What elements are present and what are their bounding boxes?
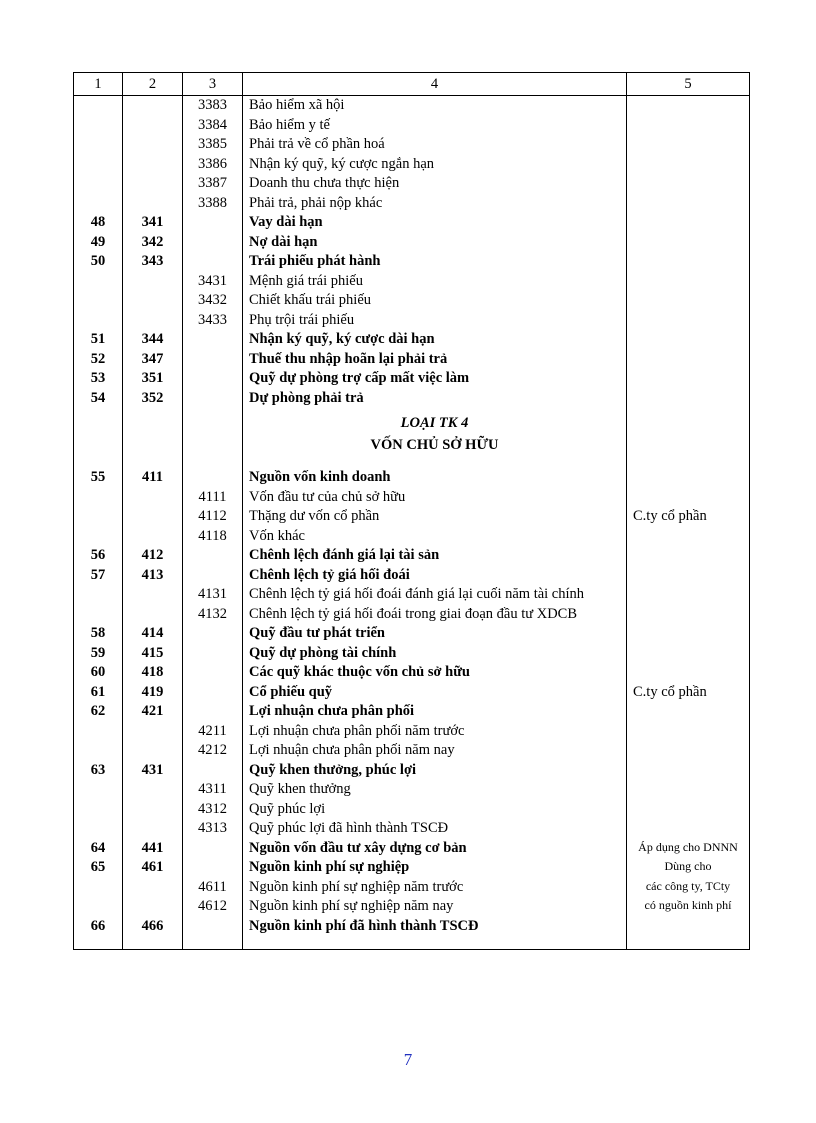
account-name-cell: Chênh lệch đánh giá lại tài sản [243,546,627,566]
row-number-cell: 50 [74,252,123,272]
note-cell [627,605,750,625]
section-row [74,408,750,468]
account-code-cell [123,311,183,331]
sub-account-cell [183,233,243,253]
sub-account-cell [183,350,243,370]
account-table [73,72,750,950]
row-number-cell [74,174,123,194]
table-row [74,878,750,898]
header-col-3: 3 [183,73,243,96]
sub-account-cell: 4132 [183,605,243,625]
table-row [74,566,750,586]
row-number-cell: 58 [74,624,123,644]
sub-account-cell: 3386 [183,155,243,175]
account-name-cell: Lợi nhuận chưa phân phối [243,702,627,722]
account-code-cell [123,722,183,742]
sub-account-cell: 4612 [183,897,243,917]
table-row [74,741,750,761]
account-code-cell [123,819,183,839]
table-row [74,897,750,917]
account-name-cell: Quỹ phúc lợi đã hình thành TSCĐ [243,819,627,839]
account-code-cell [123,507,183,527]
table-row [74,194,750,214]
account-code-cell [123,878,183,898]
row-number-cell [74,311,123,331]
table-row [74,135,750,155]
account-code-cell [123,605,183,625]
account-code-cell [123,96,183,116]
row-number-cell: 60 [74,663,123,683]
account-code-cell [123,116,183,136]
account-name-cell: Bảo hiểm y tế [243,116,627,136]
table-row [74,488,750,508]
account-name-cell: Quỹ khen thưởng [243,780,627,800]
row-number-cell [74,96,123,116]
note-cell: C.ty cổ phần [627,507,750,527]
table-row [74,213,750,233]
note-cell: có nguồn kinh phí [627,897,750,917]
empty-cell [627,408,750,468]
account-code-cell [123,174,183,194]
account-name-cell: Nguồn kinh phí sự nghiệp năm trước [243,878,627,898]
row-number-cell: 63 [74,761,123,781]
row-number-cell: 65 [74,858,123,878]
account-name-cell: Lợi nhuận chưa phân phối năm trước [243,722,627,742]
sub-account-cell: 3384 [183,116,243,136]
account-code-cell [123,585,183,605]
table-row [74,624,750,644]
account-code-cell [123,741,183,761]
account-code-cell [123,272,183,292]
account-code-cell: 431 [123,761,183,781]
table-row [74,155,750,175]
row-number-cell: 61 [74,683,123,703]
table-row [74,174,750,194]
account-code-cell: 418 [123,663,183,683]
account-name-cell: Quỹ đầu tư phát triển [243,624,627,644]
sub-account-cell [183,566,243,586]
sub-account-cell [183,546,243,566]
account-code-cell: 344 [123,330,183,350]
note-cell [627,468,750,488]
row-number-cell [74,194,123,214]
row-number-cell [74,897,123,917]
note-cell [627,527,750,547]
sub-account-cell [183,213,243,233]
note-cell [627,761,750,781]
account-name-cell: Dự phòng phải trả [243,389,627,409]
account-code-cell: 415 [123,644,183,664]
table-row [74,605,750,625]
note-cell [627,194,750,214]
empty-cell [74,408,123,468]
sub-account-cell: 4118 [183,527,243,547]
table-row [74,96,750,116]
sub-account-cell [183,858,243,878]
note-cell [627,233,750,253]
account-name-cell: Chiết khấu trái phiếu [243,291,627,311]
table-row [74,800,750,820]
sub-account-cell [183,663,243,683]
account-code-cell [123,135,183,155]
account-code-cell: 341 [123,213,183,233]
sub-account-cell: 3383 [183,96,243,116]
account-code-cell [123,800,183,820]
account-name-cell: Mệnh giá trái phiếu [243,272,627,292]
account-name-cell: Thặng dư vốn cổ phần [243,507,627,527]
account-code-cell: 419 [123,683,183,703]
row-number-cell [74,800,123,820]
account-name-cell: Quỹ khen thưởng, phúc lợi [243,761,627,781]
sub-account-cell: 4313 [183,819,243,839]
sub-account-cell: 4312 [183,800,243,820]
table-row [74,683,750,703]
account-name-cell: Chênh lệch tỷ giá hối đoái trong giai đoạn đầu tư XDCB [243,605,627,625]
sub-account-cell [183,683,243,703]
sub-account-cell: 4111 [183,488,243,508]
note-cell [627,213,750,233]
sub-account-cell: 3387 [183,174,243,194]
account-code-cell: 347 [123,350,183,370]
table-row [74,507,750,527]
note-cell [627,780,750,800]
note-cell [627,624,750,644]
sub-account-cell [183,644,243,664]
row-number-cell [74,507,123,527]
empty-cell [123,408,183,468]
row-number-cell: 64 [74,839,123,859]
account-name-cell: Chênh lệch tỷ giá hối đoái đánh giá lại cuối năm tài chính [243,585,627,605]
account-name-cell: Nhận ký quỹ, ký cược ngắn hạn [243,155,627,175]
note-cell [627,311,750,331]
table-row [74,330,750,350]
account-code-cell: 411 [123,468,183,488]
note-cell [627,566,750,586]
account-name-cell: Quỹ phúc lợi [243,800,627,820]
table-body [74,96,750,950]
row-number-cell: 53 [74,369,123,389]
note-cell [627,702,750,722]
account-code-cell: 342 [123,233,183,253]
note-cell [627,116,750,136]
section-title: LOẠI TK 4 [400,415,469,431]
account-code-cell [123,488,183,508]
table-row [74,311,750,331]
account-name-cell: Doanh thu chưa thực hiện [243,174,627,194]
note-cell: C.ty cổ phần [627,683,750,703]
note-cell [627,585,750,605]
sub-account-cell: 4131 [183,585,243,605]
table-row [74,350,750,370]
table-row [74,644,750,664]
note-cell: Dùng cho [627,858,750,878]
account-name-cell: Bảo hiểm xã hội [243,96,627,116]
row-number-cell: 51 [74,330,123,350]
account-name-cell: Nguồn vốn đầu tư xây dựng cơ bản [243,839,627,859]
table-row [74,369,750,389]
row-number-cell [74,291,123,311]
empty-cell [183,408,243,468]
note-cell: Áp dụng cho DNNN [627,839,750,859]
note-cell [627,291,750,311]
table-row [74,819,750,839]
table-row [74,663,750,683]
row-number-cell [74,722,123,742]
row-number-cell [74,585,123,605]
note-cell [627,174,750,194]
note-cell [627,488,750,508]
header-col-1: 1 [74,73,123,96]
note-cell [627,155,750,175]
sub-account-cell: 4112 [183,507,243,527]
table-row [74,702,750,722]
table-row [74,839,750,859]
note-cell: các công ty, TCty [627,878,750,898]
account-code-cell: 414 [123,624,183,644]
account-code-cell [123,897,183,917]
account-code-cell: 352 [123,389,183,409]
row-number-cell [74,116,123,136]
account-code-cell: 441 [123,839,183,859]
account-name-cell: Vay dài hạn [243,213,627,233]
account-name-cell: Nhận ký quỹ, ký cược dài hạn [243,330,627,350]
row-number-cell: 55 [74,468,123,488]
account-code-cell: 461 [123,858,183,878]
table-row [74,546,750,566]
row-number-cell: 49 [74,233,123,253]
account-code-cell [123,155,183,175]
table-row [74,291,750,311]
account-code-cell: 413 [123,566,183,586]
table-row [74,761,750,781]
sub-account-cell: 3431 [183,272,243,292]
row-number-cell [74,819,123,839]
account-name-cell: Phải trả về cổ phần hoá [243,135,627,155]
row-number-cell: 48 [74,213,123,233]
sub-account-cell [183,761,243,781]
note-cell [627,135,750,155]
table-row [74,389,750,409]
row-number-cell: 66 [74,917,123,950]
account-code-cell: 343 [123,252,183,272]
account-name-cell: Vốn đầu tư của chủ sở hữu [243,488,627,508]
sub-account-cell [183,702,243,722]
note-cell [627,741,750,761]
sub-account-cell: 4611 [183,878,243,898]
sub-account-cell: 3385 [183,135,243,155]
sub-account-cell: 4212 [183,741,243,761]
sub-account-cell [183,839,243,859]
account-code-cell [123,291,183,311]
account-code-cell: 421 [123,702,183,722]
account-code-cell [123,780,183,800]
account-code-cell: 412 [123,546,183,566]
table-row [74,272,750,292]
table-row [74,858,750,878]
header-col-2: 2 [123,73,183,96]
sub-account-cell: 3388 [183,194,243,214]
row-number-cell [74,155,123,175]
sub-account-cell [183,917,243,950]
section-heading [243,408,627,468]
account-name-cell: Chênh lệch tỷ giá hối đoái [243,566,627,586]
row-number-cell [74,135,123,155]
sub-account-cell [183,369,243,389]
account-code-cell: 466 [123,917,183,950]
account-code-cell [123,194,183,214]
table-row [74,585,750,605]
note-cell [627,369,750,389]
account-name-cell: Các quỹ khác thuộc vốn chủ sở hữu [243,663,627,683]
note-cell [627,722,750,742]
account-name-cell: Cổ phiếu quỹ [243,683,627,703]
row-number-cell: 57 [74,566,123,586]
account-name-cell: Nguồn kinh phí đã hình thành TSCĐ [243,917,627,950]
account-name-cell: Lợi nhuận chưa phân phối năm nay [243,741,627,761]
sub-account-cell [183,252,243,272]
row-number-cell [74,527,123,547]
row-number-cell: 59 [74,644,123,664]
account-name-cell: Phụ trội trái phiếu [243,311,627,331]
note-cell [627,663,750,683]
note-cell [627,917,750,950]
table-row [74,252,750,272]
row-number-cell [74,605,123,625]
note-cell [627,546,750,566]
row-number-cell [74,272,123,292]
account-name-cell: Quỹ dự phòng trợ cấp mất việc làm [243,369,627,389]
sub-account-cell [183,330,243,350]
sub-account-cell [183,624,243,644]
note-cell [627,389,750,409]
note-cell [627,330,750,350]
account-code-cell [123,527,183,547]
header-col-5: 5 [627,73,750,96]
row-number-cell: 62 [74,702,123,722]
table-row [74,527,750,547]
row-number-cell [74,780,123,800]
table-row [74,780,750,800]
table-row [74,468,750,488]
note-cell [627,644,750,664]
note-cell [627,800,750,820]
header-col-4: 4 [243,73,627,96]
account-name-cell: Trái phiếu phát hành [243,252,627,272]
account-name-cell: Nguồn kinh phí sự nghiệp [243,858,627,878]
table-row [74,917,750,950]
sub-account-cell: 3433 [183,311,243,331]
sub-account-cell [183,468,243,488]
sub-account-cell: 3432 [183,291,243,311]
row-number-cell [74,741,123,761]
page-number: 7 [403,1050,413,1069]
sub-account-cell: 4311 [183,780,243,800]
sub-account-cell [183,389,243,409]
account-name-cell: Nguồn kinh phí sự nghiệp năm nay [243,897,627,917]
note-cell [627,252,750,272]
row-number-cell: 56 [74,546,123,566]
table-row [74,722,750,742]
account-name-cell: Phải trả, phải nộp khác [243,194,627,214]
account-name-cell: Nguồn vốn kinh doanh [243,468,627,488]
table-row [74,233,750,253]
account-name-cell: Quỹ dự phòng tài chính [243,644,627,664]
table-row [74,116,750,136]
account-name-cell: Vốn khác [243,527,627,547]
account-code-cell: 351 [123,369,183,389]
row-number-cell: 54 [74,389,123,409]
sub-account-cell: 4211 [183,722,243,742]
section-name: VỐN CHỦ SỞ HỮU [370,437,499,453]
header-row [74,73,750,96]
note-cell [627,272,750,292]
note-cell [627,96,750,116]
account-name-cell: Nợ dài hạn [243,233,627,253]
row-number-cell [74,488,123,508]
note-cell [627,350,750,370]
note-cell [627,819,750,839]
row-number-cell: 52 [74,350,123,370]
account-name-cell: Thuế thu nhập hoãn lại phải trả [243,350,627,370]
row-number-cell [74,878,123,898]
